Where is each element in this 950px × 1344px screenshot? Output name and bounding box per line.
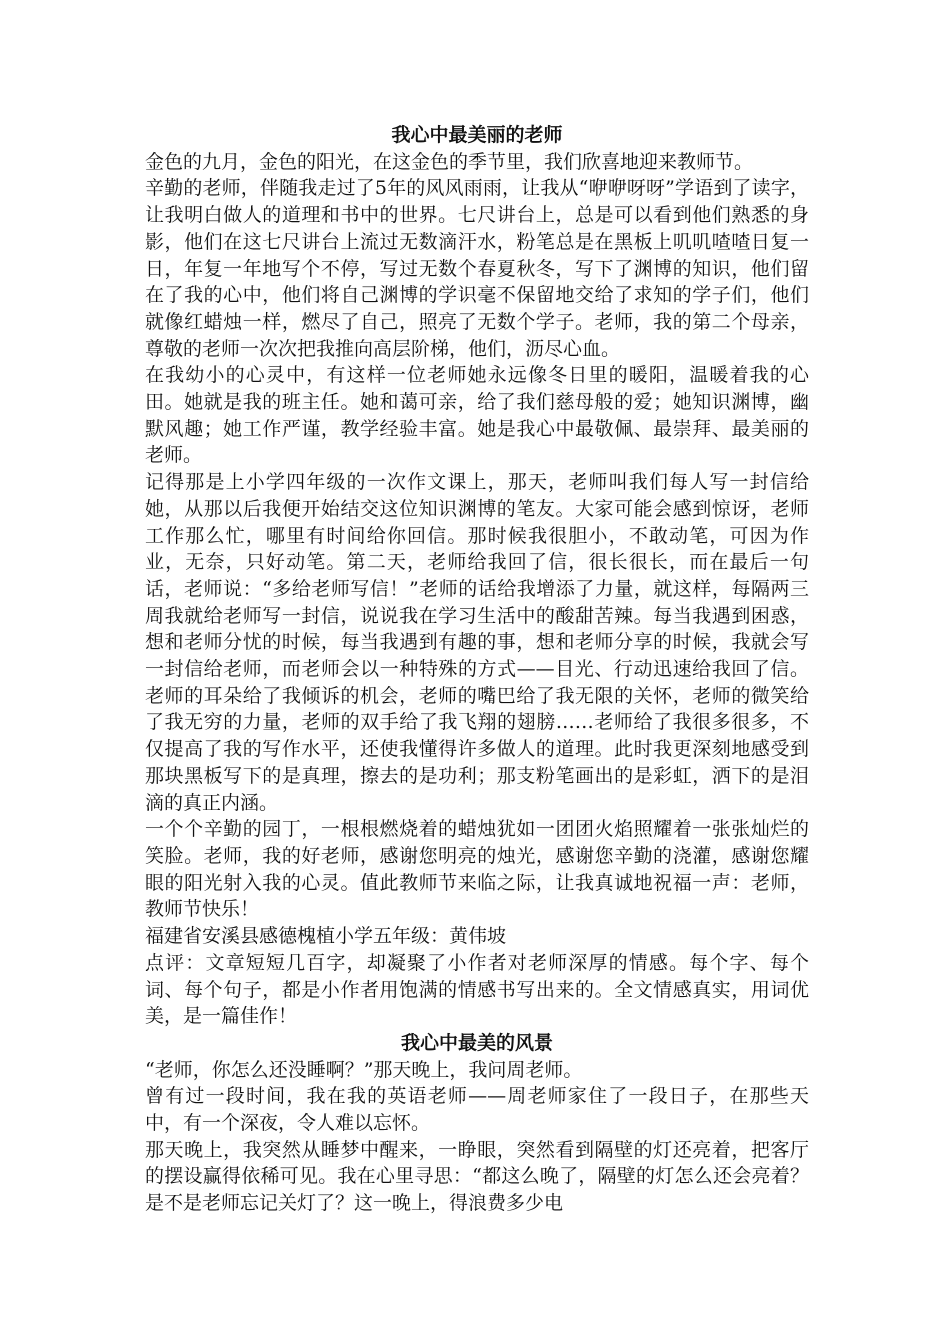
paragraph: 一个个辛勤的园丁，一根根燃烧着的蜡烛犹如一团团火焰照耀着一张张灿烂的笑脸。老师，我的好老师，感谢您明亮的烛光，感谢您辛勤的浇灌，感谢您耀眼的阳光射入我的心灵。值此教师节来临之际，让我真诚地祝福一声：老师，教师节快乐！ [145,818,809,921]
paragraph: 记得那是上小学四年级的一次作文课上，那天，老师叫我们每人写一封信给她，从那以后我便开始结交这位知识渊博的笔友。大家可能会感到惊讶，老师工作那么忙，哪里有时间给你回信。那时候我很胆小，不敢动笔，可因为作业，无奈，只好动笔。第二天，老师给我回了信，很长很长，而在最后一句话，老师说：“多给老师写信！”老师的话给我增添了力量，就这样，每隔两三周我就给老师写一封信，说说我在学习生活中的酸甜苦辣。每当我遇到困惑，想和老师分忧的时候，每当我遇到有趣的事，想和老师分享的时候，我就会写一封信给老师，而老师会以一种特殊的方式——目光、行动迅速给我回了信。老师的耳朵给了我倾诉的机会，老师的嘴巴给了我无限的关怀，老师的微笑给了我无穷的力量，老师的双手给了我飞翔的翅膀……老师给了我很多很多，不仅提高了我的写作水平，还使我懂得许多做人的道理。此时我更深刻地感受到那块黑板写下的是真理，擦去的是功利；那支粉笔画出的是彩虹，洒下的是泪滴的真正内涵。 [145,471,809,814]
paragraph: 金色的九月，金色的阳光，在这金色的季节里，我们欣喜地迎来教师节。 [145,150,754,173]
paragraph: 曾有过一段时间，我在我的英语老师——周老师家住了一段日子，在那些天中，有一个深夜，令人难以忘怀。 [145,1085,809,1135]
section-title-2: 我心中最美的风景 [400,1031,553,1054]
comment-paragraph: 点评：文章短短几百字，却凝聚了小作者对老师深厚的情感。每个字、每个词、每个句子，都是小作者用饱满的情感书写出来的。全文情感真实，用词优美，是一篇佳作！ [145,951,809,1028]
paragraph: 辛勤的老师，伴随我走过了5年的风风雨雨，让我从“咿咿呀呀”学语到了读字，让我明白做人的道理和书中的世界。七尺讲台上，总是可以看到他们熟悉的身影，他们在这七尺讲台上流过无数滴汗水，粉笔总是在黑板上叽叽喳喳日复一日，年复一年地写个不停，写过无数个春夏秋冬，写下了渊博的知识，他们留在了我的心中，他们将自己渊博的学识毫不保留地交给了求知的学子们，他们就像红蜡烛一样，燃尽了自己，照亮了无数个学子。老师，我的第二个母亲，尊敬的老师一次次把我推向高层阶梯，他们，沥尽心血。 [145,177,809,360]
section-title-1: 我心中最美丽的老师 [391,124,563,146]
paragraph: 那天晚上，我突然从睡梦中醒来，一睁眼，突然看到隔壁的灯还亮着，把客厅的摆设赢得依稀可见。我在心里寻思：“都这么晚了，隔壁的灯怎么还会亮着？是不是老师忘记关灯了？这一晚上，得浪费多少电 [145,1138,809,1215]
author-line: 福建省安溪县感德槐植小学五年级：黄伟坡 [145,925,507,948]
document-page [145,122,809,1217]
paragraph: 在我幼小的心灵中，有这样一位老师她永远像冬日里的暖阳，温暖着我的心田。她就是我的班主任。她和蔼可亲，给了我们慈母般的爱；她知识渊博，幽默风趣；她工作严谨，教学经验丰富。她是我心中最敬佩、最崇拜、最美丽的老师。 [145,364,809,467]
paragraph: “老师，你怎么还没睡啊？”那天晚上，我问周老师。 [145,1058,583,1081]
